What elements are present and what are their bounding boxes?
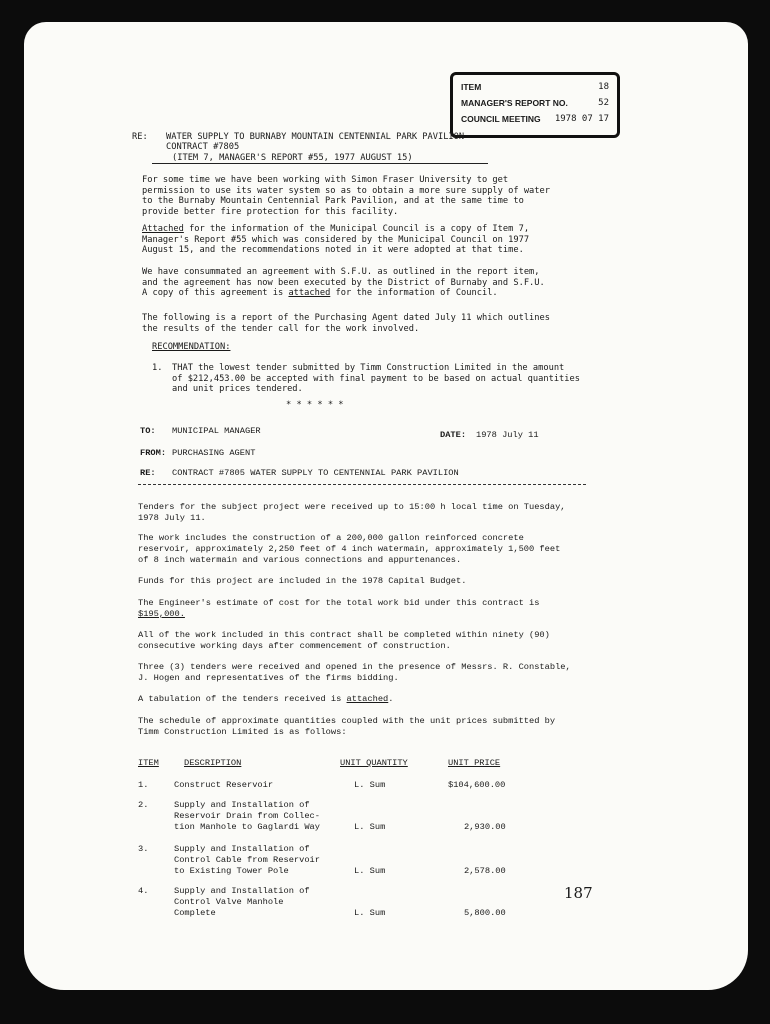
stamp-report-value: 52 [598,98,609,108]
memo-paragraph-1: For some time we have been working with Simon Fraser University to get permission to use its water system so as to obtain a more sure supply of water to the Burnaby Mountain Centennial Park Pavilion, and at the same time to provide better fire protection for this facility. [142,175,550,217]
row-price: 5,800.00 [464,908,506,918]
memo-paragraph-2-text: for the information of the Municipal Council is a copy of Item 7, Manager's Report #55 which was considered by the Municipal Council on 1977 August 15, and the recommendations noted in it were adopted at that time. [142,224,530,255]
stamp-meeting-label: COUNCIL MEETING [461,114,541,124]
row-quantity: L. Sum [354,866,386,876]
stamp-meeting-row [461,114,609,126]
report-paragraph-6: Three (3) tenders were received and opened in the presence of Messrs. R. Constable, J. Hogen and representatives of the firms bidding. [138,662,571,683]
report-paragraph-7 [138,694,608,705]
memo-paragraph-3-text-a: We have consummated an agreement with S.F.U. as outlined in the report item, and the agreement has now been executed by the District of Burnaby and S.F.U. A copy of this agreement is [142,267,545,298]
document-page [24,22,748,990]
row-item: 2. [138,800,149,810]
row-item: 1. [138,780,149,790]
stamp-report-row [461,98,609,110]
memo-paragraph-2 [142,224,612,256]
report-paragraph-1: Tenders for the subject project were received up to 15:00 h local time on Tuesday, 1978 July 11. [138,502,566,523]
memo-re-line2: CONTRACT #7805 [166,142,240,152]
row-description: Construct Reservoir [174,780,274,790]
agreement-attached-link[interactable]: attached [288,288,331,298]
report-from-label: FROM: [140,448,167,458]
row-item: 3. [138,844,149,854]
row-quantity: L. Sum [354,780,386,790]
page-number: 187 [564,884,593,902]
report-paragraph-4-text: The Engineer's estimate of cost for the total work bid under this contract is [138,598,540,608]
recommendation-text: THAT the lowest tender submitted by Timm Construction Limited in the amount of $212,453.00 be accepted with final payment to be based on actual quantities and unit prices tendered. [172,363,580,394]
stamp-meeting-value: 1978 07 17 [554,114,609,124]
stamp-item-label: ITEM [461,82,482,92]
report-to-label: TO: [140,426,156,436]
report-header-divider [138,484,586,485]
report-re-value: CONTRACT #7805 WATER SUPPLY TO CENTENNIAL PARK PAVILION [172,468,459,478]
report-paragraph-7-end: . [388,694,394,704]
recommendation-heading: RECOMMENDATION: [152,342,231,352]
stamp-item-value: 18 [598,82,609,92]
report-date-label: DATE: [440,430,467,440]
row-price: 2,578.00 [464,866,506,876]
report-paragraph-8: The schedule of approximate quantities coupled with the unit prices submitted by Timm Construction Limited is as follows: [138,716,556,737]
report-paragraph-7-text: A tabulation of the tenders received is [138,694,347,704]
report-from-value: PURCHASING AGENT [172,448,256,458]
row-description: Supply and Installation of Reservoir Drain from Collec- tion Manhole to Gaglardi Way [174,800,320,832]
row-price: $104,600.00 [448,780,506,790]
report-paragraph-3: Funds for this project are included in the 1978 Capital Budget. [138,576,467,586]
memo-paragraph-3 [142,267,612,299]
schedule-header-item: ITEM [138,758,159,768]
stamp-item-row [461,82,609,94]
report-paragraph-5: All of the work included in this contract shall be completed within ninety (90) consecutive working days after commencement of construction. [138,630,550,651]
schedule-header-price: UNIT PRICE [448,758,501,768]
memo-re-label: RE: [132,132,148,142]
re-underline [152,163,488,164]
row-quantity: L. Sum [354,822,386,832]
stamp-report-label: MANAGER'S REPORT NO. [461,98,568,108]
report-paragraph-2: The work includes the construction of a 200,000 gallon reinforced concrete reservoir, approximately 2,250 feet of 4 inch watermain, approximately 1,500 feet of 8 inch watermain and various connections and appurtenances. [138,533,561,565]
report-re-label: RE: [140,468,156,478]
row-description: Supply and Installation of Control Cable from Reservoir to Existing Tower Pole [174,844,320,876]
section-separator: * * * * * * [286,400,344,410]
engineer-estimate-amount: $195,000. [138,609,185,619]
schedule-header-description: DESCRIPTION [184,758,242,768]
memo-re-line3: (ITEM 7, MANAGER'S REPORT #55, 1977 AUGUST 15) [172,153,413,163]
schedule-header-quantity: UNIT QUANTITY [340,758,408,768]
row-quantity: L. Sum [354,908,386,918]
memo-re-line1: WATER SUPPLY TO BURNABY MOUNTAIN CENTENNIAL PARK PAVILION [166,132,465,142]
recommendation-number: 1. [152,363,163,373]
row-description: Supply and Installation of Control Valve Manhole Complete [174,886,310,918]
report-date-value: 1978 July 11 [476,430,539,440]
memo-paragraph-4: The following is a report of the Purchasing Agent dated July 11 which outlines the results of the tender call for the work involved. [142,313,550,334]
memo-paragraph-3-text-b: for the information of Council. [330,288,498,298]
tabulation-attached-link[interactable]: attached [346,694,389,704]
report-paragraph-4 [138,598,608,620]
row-price: 2,930.00 [464,822,506,832]
row-item: 4. [138,886,149,896]
report-to-value: MUNICIPAL MANAGER [172,426,261,436]
attached-link[interactable]: Attached [142,224,184,234]
council-stamp [450,72,620,138]
